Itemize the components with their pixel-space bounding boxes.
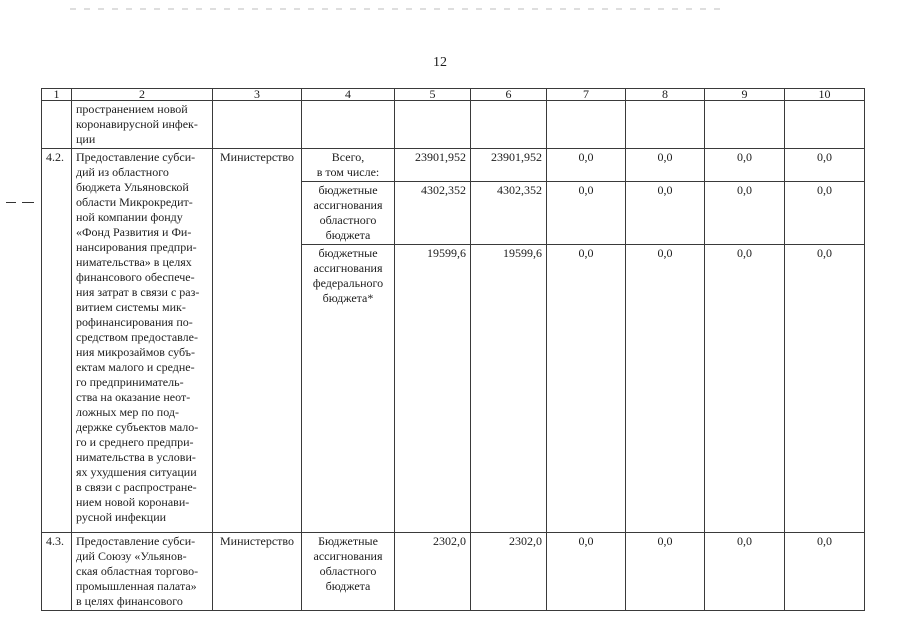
value-cell: 23901,952 — [471, 149, 547, 182]
funding-source: Всего, в том числе: — [302, 149, 395, 182]
executor-cell: Министерство — [213, 149, 302, 533]
measure-name-cell: Предоставление субси- дий из областного бюджета Ульяновской области Микрокредит- ной компании фонду «Фонд Развития и Фи- нансирования предпри- нимательства» в целях финансового обеспече- ния затрат в связи с раз- витием системы мик- рофинансирования по- средством предоставле- ния микрозаймов субъ- ектам малого и средне- го предприниматель- ства на оказание неот- ложных мер по под- держке субъектов мало- го и среднего предпри- нимательства в услови- ях ухудшения ситуации в связи с распростране- нием новой коронави- русной инфекции — [72, 149, 213, 533]
column-header: 10 — [785, 89, 865, 101]
value-cell: 0,0 — [785, 245, 865, 533]
value-cell — [547, 101, 626, 149]
scan-artifact — [70, 8, 720, 10]
executor-cell — [213, 101, 302, 149]
value-cell: 0,0 — [626, 149, 705, 182]
item-number: 4.2. — [42, 149, 72, 533]
funding-source: бюджетные ассигнования областного бюджета — [302, 182, 395, 245]
value-cell: 0,0 — [626, 245, 705, 533]
value-cell: 2302,0 — [471, 533, 547, 611]
value-cell: 0,0 — [785, 149, 865, 182]
funding-source: Бюджетные ассигнования областного бюджета — [302, 533, 395, 611]
value-cell: 4302,352 — [395, 182, 471, 245]
value-cell — [471, 101, 547, 149]
value-cell: 0,0 — [547, 149, 626, 182]
table-row — [42, 149, 865, 182]
value-cell: 0,0 — [547, 182, 626, 245]
number-cell — [42, 101, 72, 149]
column-header: 4 — [302, 89, 395, 101]
value-cell: 0,0 — [705, 533, 785, 611]
value-cell: 0,0 — [547, 245, 626, 533]
funding-source: бюджетные ассигнования федерального бюджета* — [302, 245, 395, 533]
value-cell: 0,0 — [785, 182, 865, 245]
value-cell: 0,0 — [785, 533, 865, 611]
column-header: 5 — [395, 89, 471, 101]
value-cell — [705, 101, 785, 149]
value-cell: 19599,6 — [471, 245, 547, 533]
value-cell: 0,0 — [547, 533, 626, 611]
value-cell: 0,0 — [705, 182, 785, 245]
column-header: 9 — [705, 89, 785, 101]
column-header: 7 — [547, 89, 626, 101]
value-cell: 0,0 — [626, 533, 705, 611]
executor-cell: Министерство — [213, 533, 302, 611]
value-cell: 0,0 — [705, 149, 785, 182]
measure-name-cell: пространением новой коронавирусной инфек- ции — [72, 101, 213, 149]
table-row-continuation — [42, 101, 865, 149]
column-header: 2 — [72, 89, 213, 101]
value-cell: 2302,0 — [395, 533, 471, 611]
value-cell — [785, 101, 865, 149]
value-cell: 0,0 — [705, 245, 785, 533]
value-cell: 4302,352 — [471, 182, 547, 245]
value-cell — [395, 101, 471, 149]
column-number-row — [42, 89, 865, 101]
value-cell: 23901,952 — [395, 149, 471, 182]
column-header: 8 — [626, 89, 705, 101]
value-cell — [626, 101, 705, 149]
item-number: 4.3. — [42, 533, 72, 611]
column-header: 3 — [213, 89, 302, 101]
page-number: 12 — [433, 55, 447, 70]
column-header: 1 — [42, 89, 72, 101]
scan-mark — [22, 202, 34, 203]
column-header: 6 — [471, 89, 547, 101]
value-cell: 0,0 — [626, 182, 705, 245]
table-row — [42, 533, 865, 611]
scan-mark — [6, 202, 16, 203]
source-cell — [302, 101, 395, 149]
measure-name-cell: Предоставление субси- дий Союзу «Ульянов- ская областная торгово- промышленная палата» в целях финансового — [72, 533, 213, 611]
budget-table — [41, 88, 865, 611]
value-cell: 19599,6 — [395, 245, 471, 533]
